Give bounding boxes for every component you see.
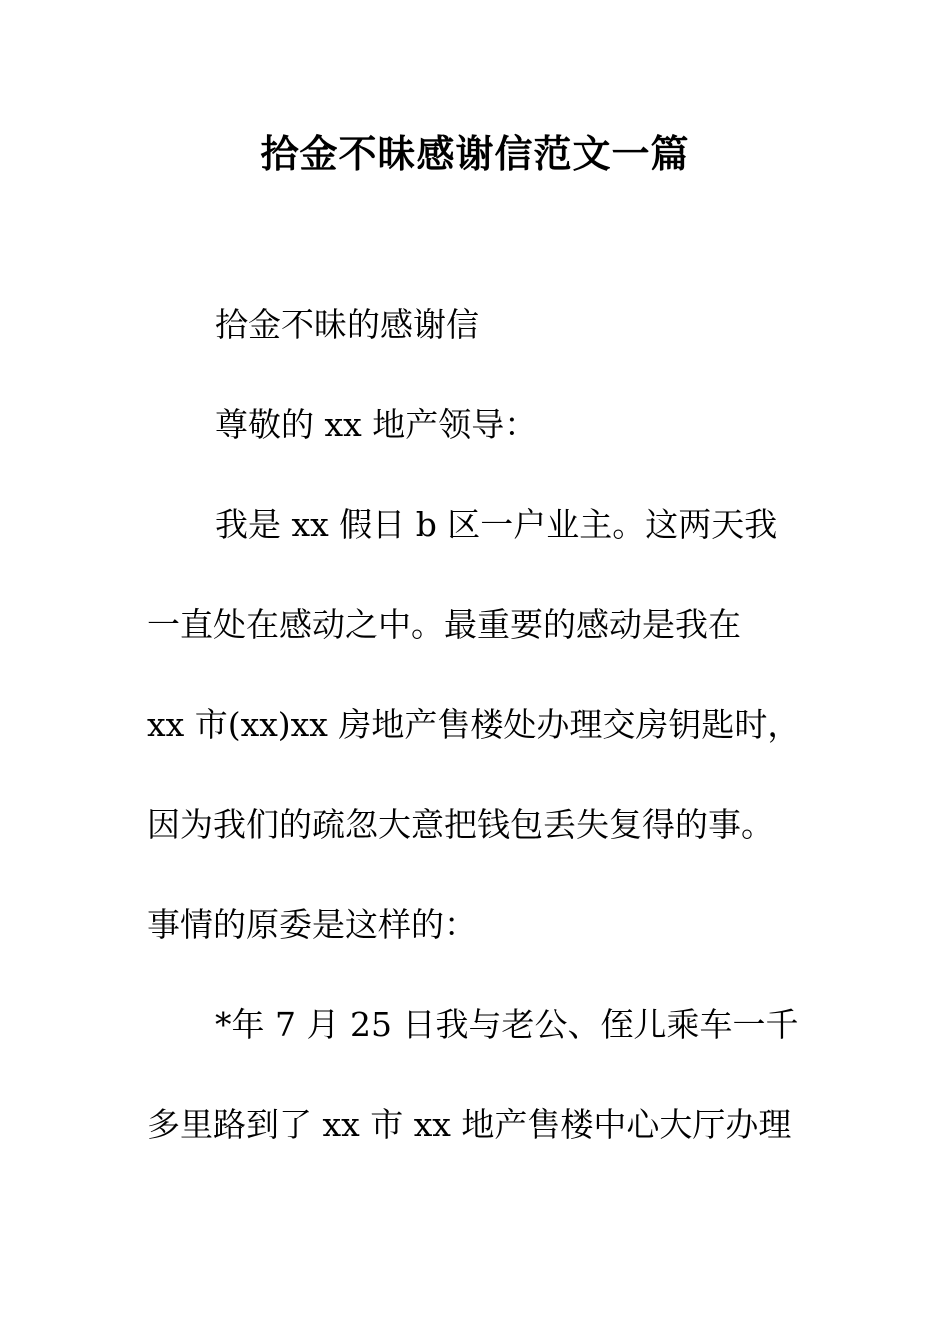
body-line: 因为我们的疏忽大意把钱包丢失复得的事。: [147, 805, 774, 844]
body-line: 一直处在感动之中。最重要的感动是我在: [147, 605, 741, 644]
body-line: 事情的原委是这样的：: [147, 905, 477, 944]
body-line: 我是 xx 假日 b 区一户业主。这两天我: [215, 505, 778, 544]
page-title: 拾金不昧感谢信范文一篇: [260, 132, 690, 176]
salutation: 尊敬的 xx 地产领导：: [215, 405, 538, 444]
letter-heading: 拾金不昧的感谢信: [215, 305, 479, 344]
body-line: *年 7 月 25 日我与老公、侄儿乘车一千: [215, 1005, 799, 1044]
body-line: xx 市(xx)xx 房地产售楼处办理交房钥匙时，: [147, 705, 801, 744]
body-line: 多里路到了 xx 市 xx 地产售楼中心大厅办理: [147, 1105, 792, 1144]
